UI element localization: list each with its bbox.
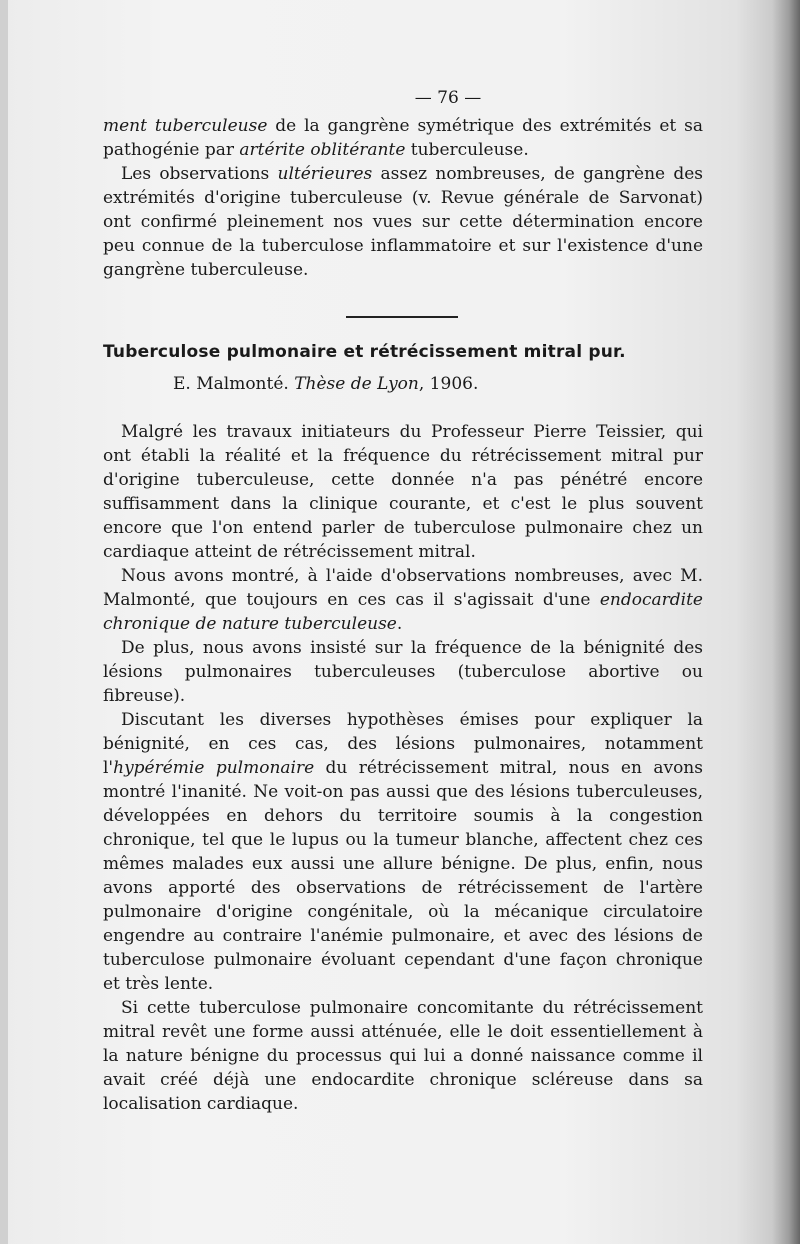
body-paragraph-1: Malgré les travaux initiateurs du Professeur Pierre Teissier, qui ont établi la réalité et la fréquence du rétrécissement mitral pur d'origine tuberculeuse, cette donnée n'a pas pénétré encore suffisamment dans la clinique courante, et c'est le plus souvent encore que l'on entend parler de tuberculose pulmonaire chez un cardiaque atteint de rétrécissement mitral. bbox=[103, 422, 703, 562]
section-citation bbox=[103, 372, 703, 396]
intro-paragraph-2 bbox=[103, 162, 703, 282]
intro-emphasis-1: ment tuberculeuse bbox=[103, 116, 268, 136]
body-p2-emphasis: endocardite chronique de nature tuberculeuse bbox=[103, 590, 703, 634]
intro-p2-emphasis: ultérieures bbox=[277, 164, 373, 184]
citation-author: E. Malmonté. bbox=[173, 374, 289, 394]
intro-p2-text-a: Les observations bbox=[121, 164, 278, 184]
page-number: — 76 — bbox=[414, 88, 482, 108]
body-paragraph-4 bbox=[103, 708, 703, 996]
intro-p2-text-b: assez nombreuses, de gangrène des extrémités d'origine tuberculeuse (v. Revue générale de Sarvonat) ont confirmé pleinement nos vues sur cette détermination encore peu connue de la tuberculose inflammatoire et sur l'existence d'une gangrène tuberculeuse. bbox=[103, 164, 703, 280]
body-paragraph-2 bbox=[103, 564, 703, 636]
citation-title: Thèse de Lyon bbox=[294, 374, 419, 394]
body-p2-text-end: . bbox=[396, 614, 403, 634]
page-left-edge bbox=[0, 0, 8, 1244]
citation-year: , 1906. bbox=[418, 374, 479, 394]
intro-text-1: de la gangrène symétrique des extrémités et sa pathogénie par bbox=[103, 116, 703, 160]
page-content bbox=[103, 86, 703, 1116]
intro-emphasis-2: artérite oblitérante bbox=[239, 140, 406, 160]
body-paragraph-5: Si cette tuberculose pulmonaire concomitante du rétrécissement mitral revêt une forme aussi atténuée, elle le doit essentiellement à la nature bénigne du processus qui lui a donné naissance comme il avait créé déjà une endocardite chronique scléreuse dans sa localisation cardiaque. bbox=[103, 998, 703, 1114]
intro-text-2: tuberculeuse. bbox=[405, 140, 529, 160]
body-p4-text-a: Discutant les diverses hypothèses émises pour expliquer la bénignité, en ces cas, des lésions pulmonaires, notamment l' bbox=[103, 710, 703, 778]
section-divider bbox=[346, 316, 458, 318]
section-heading: Tuberculose pulmonaire et rétrécissement mitral pur. bbox=[103, 342, 626, 362]
body-p2-text-a: Nous avons montré, à l'aide d'observations nombreuses, avec M. Malmonté, que toujours en ces cas il s'agissait d'une bbox=[103, 566, 703, 610]
body-paragraph-3: De plus, nous avons insisté sur la fréquence de la bénignité des lésions pulmonaires tuberculeuses (tuberculose abortive ou fibreuse). bbox=[103, 638, 703, 706]
intro-paragraph-1 bbox=[103, 114, 703, 162]
body-p4-emphasis: hypérémie pulmonaire bbox=[113, 758, 315, 778]
body-p4-text-b: du rétrécissement mitral, nous en avons montré l'inanité. Ne voit-on pas aussi que des lésions tuberculeuses, développées en dehors du territoire soumis à la congestion chronique, tel que le lupus ou la tumeur blanche, affectent chez ces mêmes malades eux aussi une allure bénigne. De plus, enfin, nous avons apporté des observations de rétrécissement de l'artère pulmonaire d'origine congénitale, où la mécanique circulatoire engendre au contraire l'anémie pulmonaire, et avec des lésions de tuberculose pulmonaire évoluant cependant d'une façon chronique et très lente. bbox=[103, 758, 703, 994]
page-binding-shadow bbox=[772, 0, 800, 1244]
